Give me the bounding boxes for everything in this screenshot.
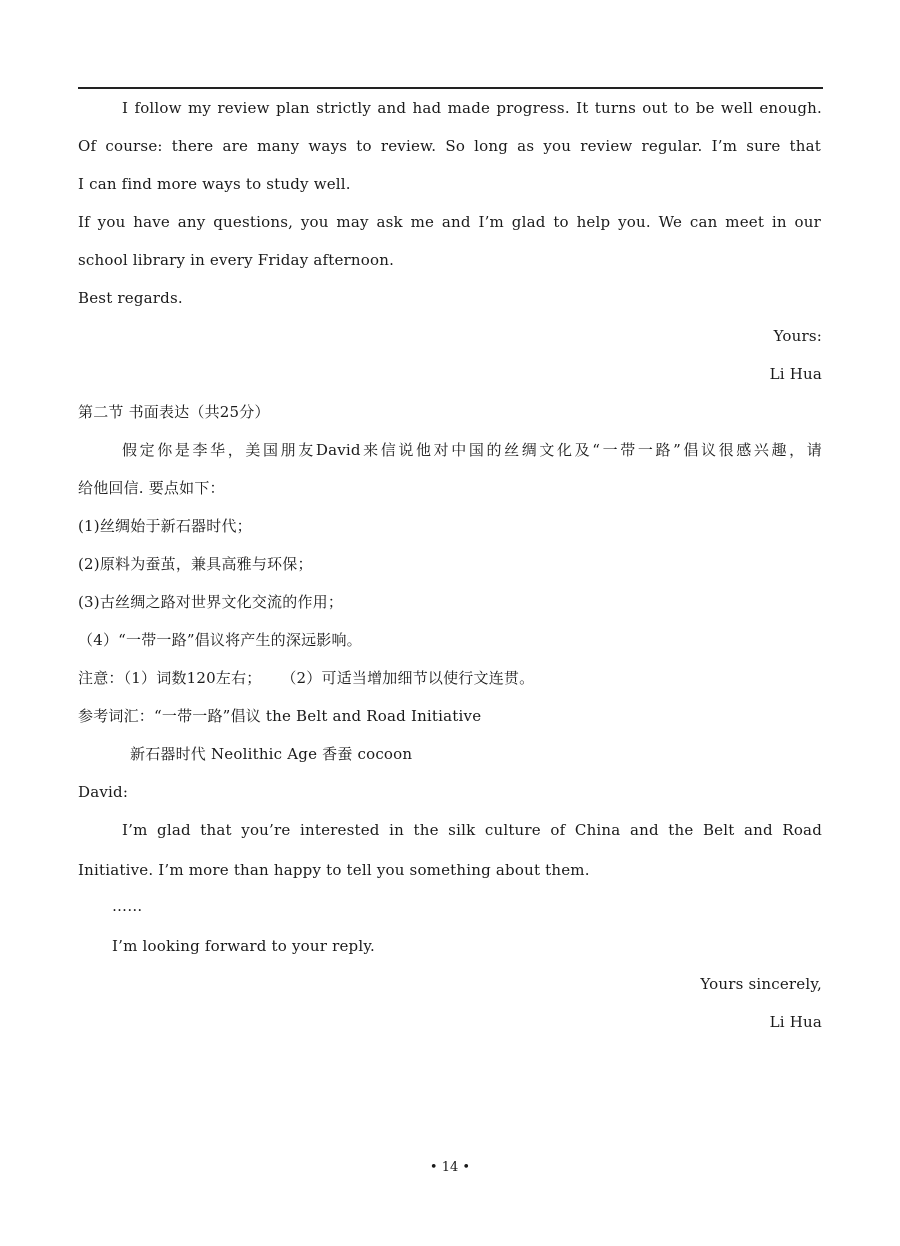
- letter1-line5: school library in every Friday afternoon.: [78, 251, 395, 269]
- top-rule: [78, 87, 823, 89]
- letter1-line4: If you have any questions, you may ask me and I’m glad to help you. We can meet in our: [78, 213, 821, 231]
- letter1-line3: I can find more ways to study well.: [78, 175, 351, 193]
- reply-body-line2: Initiative. I’m more than happy to tell you something about them.: [78, 861, 590, 879]
- letter1-line2: Of course: there are many ways to review. So long as you review regular. I’m sure that: [78, 137, 821, 155]
- point-3: (3)古丝绸之路对世界文化交流的作用；: [78, 593, 344, 611]
- reply-body-line1: I’m glad that you’re interested in the silk culture of China and the Belt and Road: [122, 821, 822, 839]
- letter1-line1: I follow my review plan strictly and had made progress. It turns out to be well enough.: [122, 99, 822, 117]
- letter1-signoff: Yours:: [773, 327, 822, 345]
- point-4: （4）“一带一路”倡议将产生的深远影响。: [78, 631, 362, 649]
- reply-closing: I’m looking forward to your reply.: [112, 937, 375, 955]
- letter1-signature: Li Hua: [769, 365, 822, 383]
- reply-signature: Li Hua: [769, 1013, 822, 1031]
- reply-salutation: David:: [78, 783, 129, 801]
- vocab-line1: 参考词汇：“一带一路”倡议 the Belt and Road Initiative: [78, 707, 482, 725]
- section-heading: 第二节 书面表达（共25分）: [78, 403, 270, 421]
- point-2: (2)原料为蚕茧，兼具高雅与环保；: [78, 555, 313, 573]
- prompt-line1: 假定你是李华，美国朋友David来信说他对中国的丝绸文化及“一带一路”倡议很感兴趣，请: [122, 441, 822, 459]
- page-number: • 14 •: [429, 1160, 471, 1175]
- point-1: (1)丝绸始于新石器时代；: [78, 517, 252, 535]
- reply-signoff: Yours sincerely,: [700, 975, 822, 993]
- notes: 注意：（1）词数120左右； （2）可适当增加细节以使行文连贯。: [78, 669, 535, 687]
- prompt-line2: 给他回信. 要点如下：: [78, 479, 225, 497]
- vocab-line2: 新石器时代 Neolithic Age 香蚕 cocoon: [130, 745, 413, 763]
- reply-ellipsis: ……: [112, 897, 143, 915]
- letter1-closing: Best regards.: [78, 289, 183, 307]
